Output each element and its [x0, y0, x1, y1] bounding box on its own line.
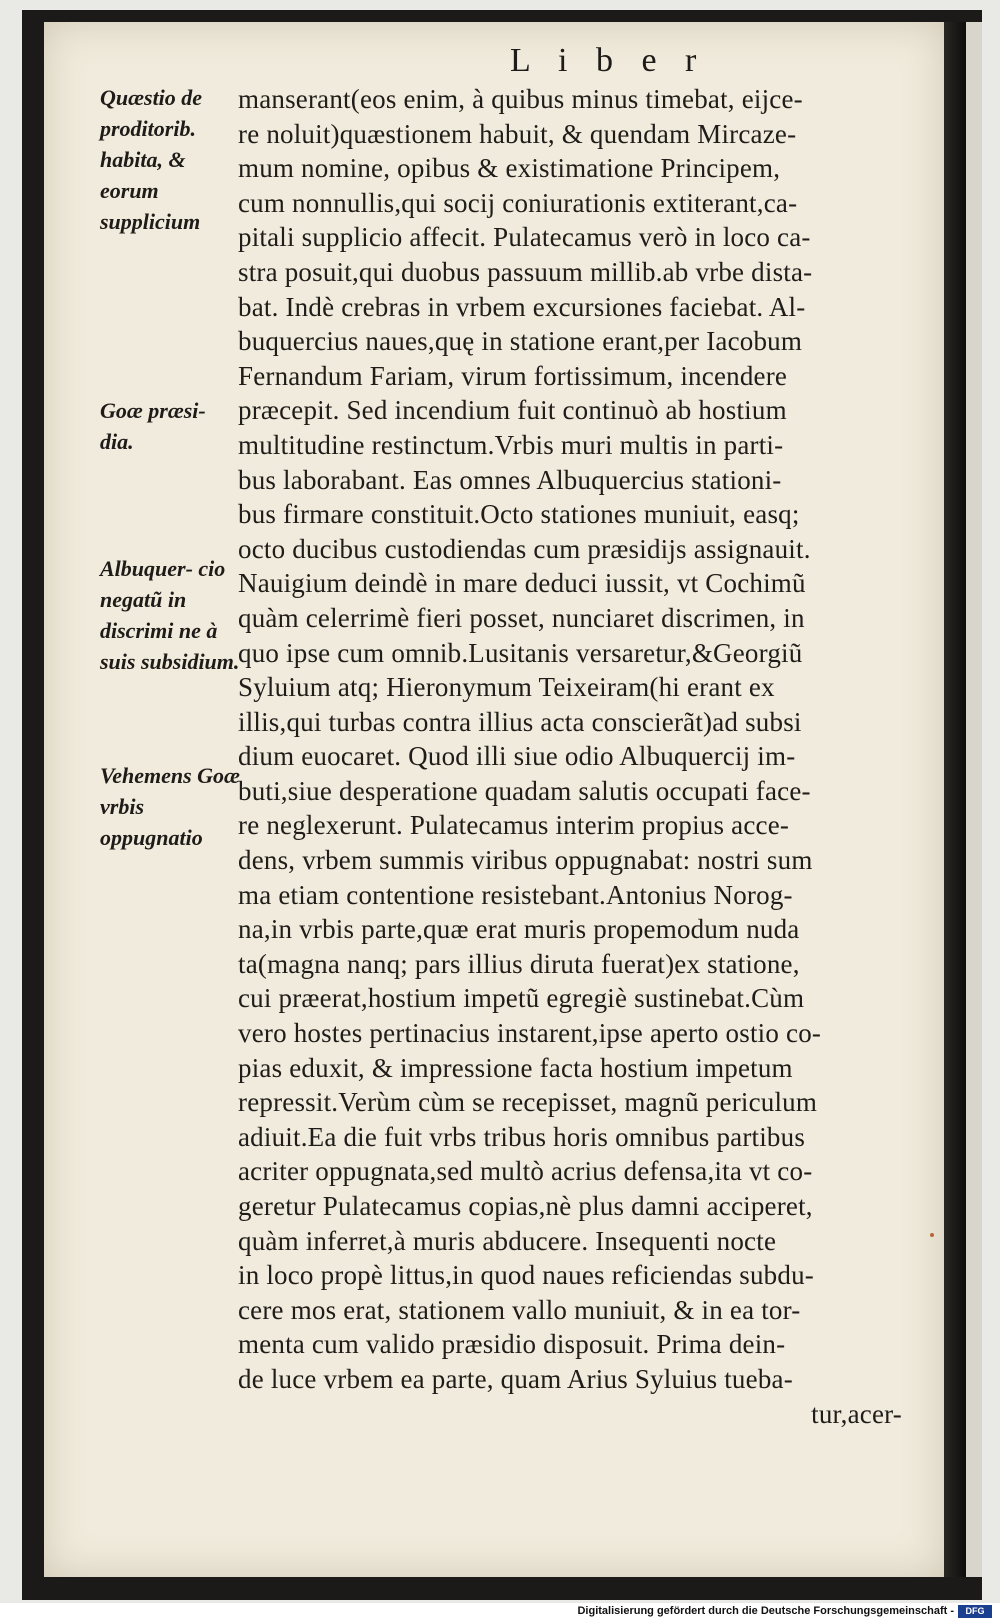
text-line: de luce vrbem ea parte, quam Arius Syluius tueba- [238, 1363, 793, 1394]
text-line: pias eduxit, & impressione facta hostium impetum [238, 1052, 793, 1083]
text-line: octo ducibus custodiendas cum præsidijs assignauit. [238, 533, 811, 564]
body-text [238, 82, 932, 1431]
side-note-1: Quæstio de proditorib. habita, & eorum supplicium [100, 85, 203, 234]
text-line: in loco propè littus,in quod naues reficiendas subdu- [238, 1260, 814, 1291]
text-line: cum nonnullis,qui socij coniurationis extiterant,ca- [238, 187, 798, 218]
footer-credit: Digitalisierung gefördert durch die Deutsche Forschungsgemeinschaft - [577, 1605, 954, 1617]
text-line: Nauigium deindè in mare deduci iussit, vt Cochimũ [238, 568, 806, 599]
text-line: dium euocaret. Quod illi siue odio Albuquercij im- [238, 741, 796, 772]
running-head: L i b e r [510, 42, 707, 79]
text-line: bus firmare constituit.Octo stationes muniuit, easq; [238, 499, 800, 530]
text-line: præcepit. Sed incendium fuit continuò ab hostium [238, 395, 787, 426]
text-line: pitali supplicio affecit. Pulatecamus verò in loco ca- [238, 222, 811, 253]
text-line: na,in vrbis parte,quæ erat muris propemodum nuda [238, 914, 800, 945]
text-line: mum nomine, opibus & existimatione Principem, [238, 153, 781, 184]
text-line: vero hostes pertinacius instarent,ipse aperto ostio co- [238, 1018, 822, 1049]
side-note-3: Albuquer- cio negatũ in discrimi ne à suis subsidium. [100, 556, 240, 674]
page-gutter [944, 22, 966, 1577]
text-line: adiuit.Ea die fuit vrbs tribus horis omnibus partibus [238, 1121, 806, 1152]
text-line: multitudine restinctum.Vrbis muri multis in parti- [238, 429, 784, 460]
side-note-4: Vehemens Goæ vrbis oppugnatio [100, 763, 240, 850]
text-line: re neglexerunt. Pulatecamus interim propius acce- [238, 810, 790, 841]
text-line: stra posuit,qui duobus passuum millib.ab vrbe dista- [238, 256, 813, 287]
text-line: ta(magna nanq; pars illius diruta fuerat)ex statione, [238, 948, 800, 979]
page-edge [966, 22, 982, 1577]
text-line: illis,qui turbas contra illius acta conscierãt)ad subsi [238, 706, 802, 737]
text-line: ma etiam contentione resistebant.Antonius Norog- [238, 879, 793, 910]
text-line: manserant(eos enim, à quibus minus timebat, eijce- [238, 84, 803, 114]
text-line: quàm inferret,à muris abducere. Insequenti nocte [238, 1225, 777, 1256]
text-line: bat. Indè crebras in vrbem excursiones faciebat. Al- [238, 291, 806, 322]
side-note-2: Goæ præsi- dia. [100, 398, 206, 454]
text-line: buquercius naues,quę in statione erant,per Iacobum [238, 326, 803, 357]
text-line: cui præerat,hostium impetũ egregiè sustinebat.Cùm [238, 983, 805, 1014]
text-line: acriter oppugnata,sed multò acrius defensa,ita vt co- [238, 1156, 813, 1187]
text-line: tur,acer- [811, 1398, 902, 1429]
text-line: quo ipse cum omnib.Lusitanis versaretur,&Georgiũ [238, 637, 803, 668]
text-line: quàm celerrimè fieri posset, nunciaret discrimen, in [238, 602, 805, 633]
text-line: geretur Pulatecamus copias,nè plus damni acciperet, [238, 1191, 813, 1221]
text-line: menta cum valido præsidio disposuit. Prima dein- [238, 1329, 786, 1360]
text-line: dens, vrbem summis viribus oppugnabat: nostri sum [238, 845, 813, 876]
text-line: cere mos erat, stationem vallo muniuit, & in ea tor- [238, 1294, 801, 1325]
text-line: repressit.Verùm cùm se recepisset, magnũ periculum [238, 1087, 818, 1118]
text-line: Syluium atq; Hieronymum Teixeiram(hi erant ex [238, 672, 775, 703]
dfg-logo: DFG [958, 1605, 992, 1618]
text-line: buti,siue desperatione quadam salutis occupati face- [238, 775, 811, 806]
text-line: re noluit)quæstionem habuit, & quendam Mircaze- [238, 118, 797, 149]
text-line: bus laborabant. Eas omnes Albuquercius stationi- [238, 464, 782, 495]
text-line: Fernandum Fariam, virum fortissimum, incendere [238, 360, 788, 391]
